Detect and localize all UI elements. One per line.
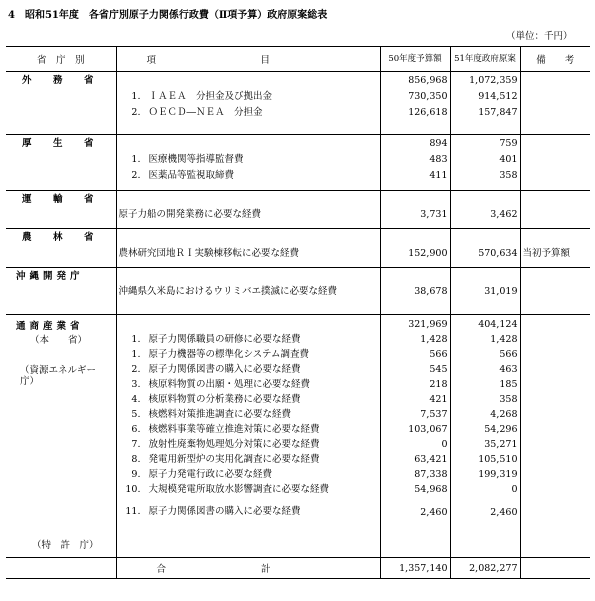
unit-label: （単位：千円） <box>506 31 573 42</box>
table-header-row <box>6 47 590 72</box>
value-fy51: 566 <box>499 349 518 360</box>
ministry-name: 外 務 省 <box>22 75 100 86</box>
total-fy51: 2,082,277 <box>450 558 520 579</box>
value-fy50: 421 <box>429 394 448 405</box>
list-item: 1. ＩＡＥＡ 分担金及び拠出金 <box>131 91 273 102</box>
list-item: 2. 医薬品等監視取締費 <box>131 170 235 181</box>
total-label: 合 計 <box>116 558 380 579</box>
value-fy51: 4,268 <box>490 409 518 420</box>
value-fy51: 54,296 <box>484 424 518 435</box>
list-item: 2. 原子力関係図書の購入に必要な経費 <box>131 364 301 375</box>
value-fy51: 1,428 <box>490 334 518 345</box>
value-fy51: 358 <box>499 394 518 405</box>
total-row <box>6 558 590 579</box>
value-fy51: 199,319 <box>478 469 518 480</box>
subtotal-fy51: 404,124 <box>478 319 518 330</box>
list-item: 6. 核燃料事業等確立推進対策に必要な経費 <box>131 424 320 435</box>
section-health-welfare <box>6 135 590 191</box>
value-fy50: 2,460 <box>420 507 448 518</box>
ministry-name: 通商産業省 <box>16 321 84 332</box>
value-fy50: 63,421 <box>414 454 448 465</box>
list-item: 3. 核原料物質の出願・処理に必要な経費 <box>131 379 311 390</box>
header-remarks: 備 考 <box>520 47 590 72</box>
list-item: 原子力船の開発業務に必要な経費 <box>118 209 262 220</box>
value-fy50: 152,900 <box>408 248 448 259</box>
header-fy50: 50年度予算額 <box>380 47 450 72</box>
value-fy50: 566 <box>429 349 448 360</box>
value-fy51: 0 <box>511 484 518 495</box>
list-item: 2. ＯＥＣＤ―ＮＥＡ 分担金 <box>131 107 263 118</box>
remark-text: 当初予算額 <box>522 248 571 259</box>
value-fy51: 185 <box>499 379 518 390</box>
sub-agency-energy: （資源エネルギー庁） <box>20 365 97 387</box>
value-fy50: 54,968 <box>414 484 448 495</box>
subtotal-fy50: 856,968 <box>408 75 448 86</box>
header-fy51: 51年度政府原案 <box>450 47 520 72</box>
value-fy50: 218 <box>429 379 448 390</box>
ministry-name: 厚 生 省 <box>22 138 100 149</box>
value-fy50: 411 <box>429 170 448 181</box>
value-fy50: 0 <box>441 439 448 450</box>
document-title: 4 昭和51年度 各省庁別原子力関係行政費（Ⅱ項予算）政府原案総表 <box>8 10 328 21</box>
list-item: 10. 大規模発電所取放水影響調査に必要な経費 <box>125 484 330 495</box>
header-ministry: 省 庁 別 <box>6 47 116 72</box>
value-fy50: 103,067 <box>408 424 448 435</box>
value-fy51: 914,512 <box>478 91 518 102</box>
list-item: 11. 原子力関係図書の購入に必要な経費 <box>125 506 301 517</box>
value-fy51: 463 <box>499 364 518 375</box>
subtotal-fy50: 321,969 <box>408 319 448 330</box>
value-fy50: 3,731 <box>420 209 448 220</box>
value-fy51: 31,019 <box>484 286 518 297</box>
list-item: 7. 放射性廃棄物処理処分対策に必要な経費 <box>131 439 320 450</box>
value-fy50: 730,350 <box>408 91 448 102</box>
value-fy50: 87,338 <box>414 469 448 480</box>
value-fy51: 35,271 <box>484 439 518 450</box>
list-item: 1. 医療機関等指導監督費 <box>131 154 244 165</box>
list-item: 8. 発電用新型炉の実用化調査に必要な経費 <box>131 454 320 465</box>
value-fy50: 1,428 <box>420 334 448 345</box>
section-foreign-affairs <box>6 72 590 135</box>
budget-table <box>6 46 590 579</box>
sub-agency-patent: （特 許 庁） <box>32 540 99 551</box>
section-agriculture-forestry <box>6 229 590 268</box>
section-miti <box>6 315 590 558</box>
value-fy51: 570,634 <box>478 248 518 259</box>
ministry-name: 沖縄開発庁 <box>16 271 84 282</box>
list-item: 1. 原子力機器等の標準化システム調査費 <box>131 349 310 360</box>
ministry-name: 農 林 省 <box>22 232 100 243</box>
value-fy50: 126,618 <box>408 107 448 118</box>
list-item: 1. 原子力関係職員の研修に必要な経費 <box>131 334 301 345</box>
list-item: 4. 核原料物質の分析業務に必要な経費 <box>131 394 301 405</box>
list-item: 農林研究団地ＲＩ実験棟移転に必要な経費 <box>118 248 300 259</box>
list-item: 9. 原子力発電行政に必要な経費 <box>131 469 273 480</box>
subtotal-fy50: 894 <box>429 138 448 149</box>
value-fy50: 483 <box>429 154 448 165</box>
list-item: 沖縄県久米島におけるウリミバエ撲滅に必要な経費 <box>118 286 338 297</box>
sub-agency-honsho: （本 省） <box>30 335 88 346</box>
section-transport <box>6 191 590 229</box>
section-okinawa-development <box>6 268 590 315</box>
value-fy51: 401 <box>499 154 518 165</box>
value-fy50: 38,678 <box>414 286 448 297</box>
value-fy51: 3,462 <box>490 209 518 220</box>
value-fy51: 105,510 <box>478 454 518 465</box>
total-fy50: 1,357,140 <box>380 558 450 579</box>
subtotal-fy51: 1,072,359 <box>469 75 518 86</box>
value-fy51: 157,847 <box>478 107 518 118</box>
list-item: 5. 核燃料対策推進調査に必要な経費 <box>131 409 292 420</box>
value-fy51: 2,460 <box>490 507 518 518</box>
value-fy50: 545 <box>429 364 448 375</box>
value-fy51: 358 <box>499 170 518 181</box>
subtotal-fy51: 759 <box>499 138 518 149</box>
value-fy50: 7,537 <box>420 409 448 420</box>
ministry-name: 運 輸 省 <box>22 194 100 205</box>
header-item: 項 目 <box>116 47 380 72</box>
